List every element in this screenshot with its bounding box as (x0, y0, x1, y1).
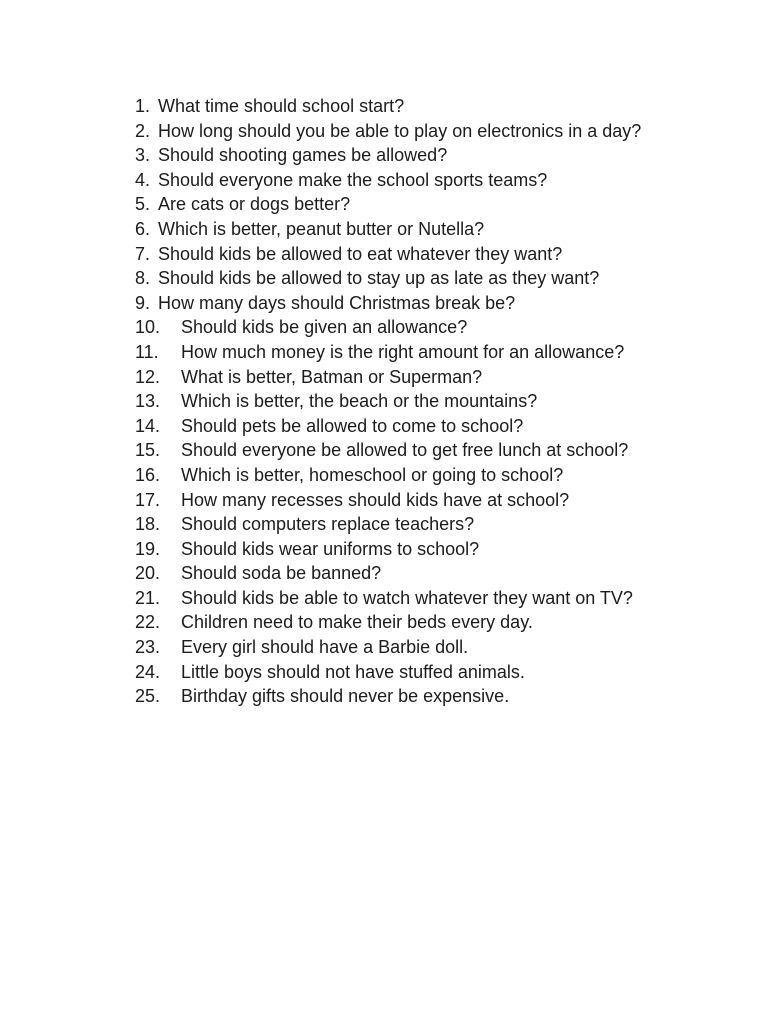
item-number: 6. (135, 218, 151, 239)
item-number: 5. (135, 194, 151, 215)
item-number: 3. (135, 145, 151, 166)
item-number: 2. (135, 120, 151, 141)
item-text: How much money is the right amount for an allowance? (181, 341, 625, 362)
item-number: 15. (135, 440, 161, 461)
list-item (135, 488, 695, 513)
item-text: Should kids wear uniforms to school? (181, 538, 480, 559)
item-number: 1. (135, 96, 151, 116)
item-number: 10. (135, 317, 161, 338)
item-text: Which is better, the beach or the mountains? (181, 391, 538, 412)
list-item (135, 512, 695, 537)
list-item (135, 242, 695, 267)
item-number: 11. (135, 341, 159, 362)
list-item (135, 610, 695, 635)
list-item (135, 660, 695, 685)
list-item (135, 414, 695, 439)
list-item (135, 561, 695, 586)
item-text: Children need to make their beds every day. (181, 612, 533, 633)
list-item (135, 143, 695, 168)
list-item (135, 119, 665, 144)
item-text: What is better, Batman or Superman? (181, 366, 483, 387)
item-text: How many days should Christmas break be? (158, 292, 516, 313)
item-number: 12. (135, 366, 161, 387)
question-list (135, 94, 695, 709)
item-text: What time should school start? (158, 96, 405, 116)
item-text: How many recesses should kids have at school? (181, 489, 570, 510)
list-item (135, 365, 695, 390)
item-number: 23. (135, 637, 161, 658)
item-text: Should shooting games be allowed? (158, 145, 448, 166)
list-item (135, 315, 695, 340)
item-text: Should everyone make the school sports teams? (158, 169, 548, 190)
item-text: Should pets be allowed to come to school? (181, 415, 524, 436)
item-text: Little boys should not have stuffed animals. (181, 661, 525, 682)
item-text: Should soda be banned? (181, 563, 382, 584)
item-text: Should kids be able to watch whatever they want on TV? (181, 587, 633, 608)
item-text: Should kids be allowed to stay up as late as they want? (158, 268, 600, 289)
list-item (135, 168, 695, 193)
list-item (135, 94, 695, 119)
list-item (135, 586, 665, 611)
item-text: Birthday gifts should never be expensive. (181, 686, 510, 707)
item-number: 21. (135, 587, 161, 608)
item-number: 20. (135, 563, 161, 584)
item-number: 25. (135, 686, 161, 707)
item-number: 22. (135, 612, 161, 633)
list-item (135, 291, 695, 316)
item-text: Which is better, peanut butter or Nutella? (158, 218, 485, 239)
item-number: 8. (135, 268, 151, 289)
item-number: 4. (135, 169, 151, 190)
list-item (135, 684, 695, 709)
item-number: 9. (135, 292, 151, 313)
item-number: 7. (135, 243, 151, 264)
list-item (135, 389, 695, 414)
list-item (135, 192, 695, 217)
item-number: 16. (135, 464, 161, 485)
item-number: 18. (135, 514, 161, 535)
item-number: 14. (135, 415, 161, 436)
list-item (135, 217, 695, 242)
item-text: Are cats or dogs better? (158, 194, 351, 215)
list-item (135, 438, 635, 463)
item-text: Every girl should have a Barbie doll. (181, 637, 469, 658)
list-item (135, 635, 695, 660)
item-number: 24. (135, 661, 161, 682)
item-text: Should everyone be allowed to get free lunch at school? (181, 440, 629, 461)
item-number: 17. (135, 489, 161, 510)
item-text: Which is better, homeschool or going to school? (181, 464, 564, 485)
list-item (135, 537, 695, 562)
item-text: Should computers replace teachers? (181, 514, 475, 535)
item-text: How long should you be able to play on electronics in a day? (158, 120, 642, 141)
list-item (135, 340, 628, 365)
item-number: 19. (135, 538, 161, 559)
list-item (135, 266, 695, 291)
item-text: Should kids be allowed to eat whatever they want? (158, 243, 563, 264)
item-number: 13. (135, 391, 161, 412)
item-text: Should kids be given an allowance? (181, 317, 468, 338)
list-item (135, 463, 695, 488)
